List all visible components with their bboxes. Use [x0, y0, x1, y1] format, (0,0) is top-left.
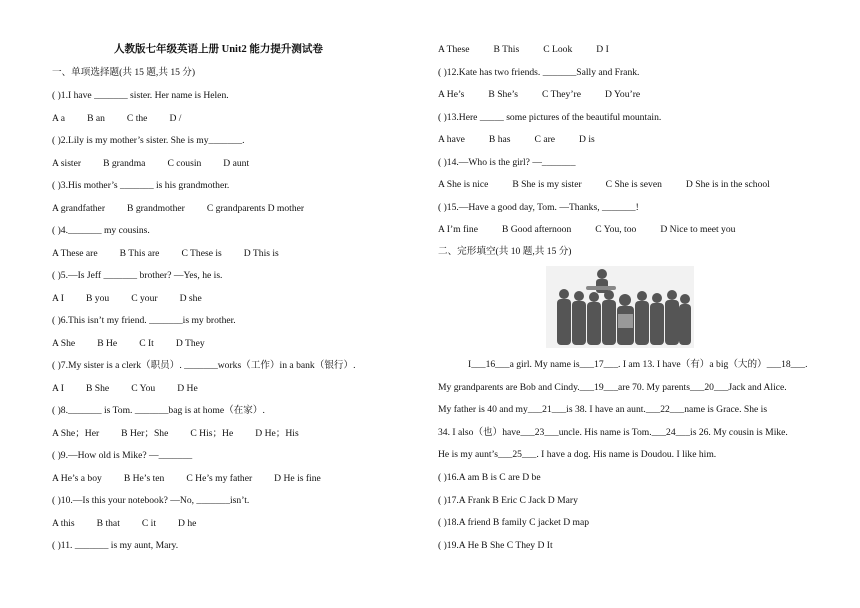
option: D aunt [223, 157, 250, 169]
question: ( )1.I have _______ sister. Her name is Helen. [52, 90, 229, 101]
option: C Look [543, 44, 573, 55]
option: B an [87, 112, 105, 124]
option: A These are [52, 247, 98, 259]
option: B Good afternoon [501, 224, 572, 235]
option: C He’s my father [186, 472, 253, 484]
option: B Her；She [121, 427, 169, 439]
question: ( )7.My sister is a clerk（职员）. _______works（工作）in a bank（银行）. [52, 360, 356, 371]
option: A She [52, 337, 76, 349]
option-line [52, 203, 304, 215]
passage-line: My father is 40 and my___21___is 38. I have an aunt.___22___name is Grace. She is [438, 404, 768, 415]
option: B He’s ten [123, 472, 165, 484]
option: D he [178, 517, 197, 529]
question: ( )14.—Who is the girl? —_______ [438, 156, 576, 168]
option: A this [52, 517, 75, 529]
option-line [438, 89, 640, 101]
option: B you [86, 292, 110, 304]
option-line [438, 44, 609, 56]
option: C You [131, 382, 156, 394]
option: D He is fine [274, 472, 321, 484]
question: ( )9.—How old is Mike? —_______ [52, 450, 193, 461]
option: B grandmother [127, 202, 185, 214]
option-line [52, 158, 249, 170]
question: ( )5.—Is Jeff _______ brother? —Yes, he is. [52, 270, 223, 281]
cloze-question: ( )16.A am B is C are D be [438, 472, 541, 483]
question: ( )2.Lily is my mother’s sister. She is my_______. [52, 135, 245, 146]
option: B grandma [103, 157, 146, 169]
option: A She；Her [52, 427, 100, 439]
option: A He’s [438, 89, 465, 100]
page-title: 人教版七年级英语上册 Unit2 能力提升测试卷 [114, 44, 323, 55]
option: D He；His [255, 427, 299, 439]
option: B She [86, 382, 110, 394]
option: A She is nice [438, 179, 489, 190]
question: ( )8._______ is Tom. _______bag is at home（在家）. [52, 405, 265, 416]
option: A sister [52, 157, 82, 169]
question: ( )10.—Is this your notebook? —No, _______isn’t. [52, 495, 250, 506]
question: ( )11. _______ is my aunt, Mary. [52, 540, 179, 551]
option: C She is seven [605, 179, 662, 190]
option: C cousin [167, 157, 202, 169]
option: C your [131, 292, 158, 304]
option: A I [52, 292, 64, 304]
passage-line: My grandparents are Bob and Cindy.___19___are 70. My parents___20___Jack and Alice. [438, 381, 787, 393]
option: B This are [119, 247, 160, 259]
family-photo [546, 266, 694, 348]
passage-line: 34. I also（也）have___23___uncle. His name is Tom.___24___is 26. My cousin is Mike. [438, 426, 788, 438]
option: A a [52, 112, 66, 124]
option: C These is [181, 247, 222, 259]
option: D She is in the school [685, 179, 770, 190]
option-line [52, 473, 321, 485]
cloze-question: ( )18.A friend B family C jacket D map [438, 517, 590, 528]
option: C are [534, 134, 556, 145]
option: C It [139, 337, 154, 349]
option: A I’m fine [438, 224, 478, 235]
option: D He [177, 382, 198, 394]
option: A He’s a boy [52, 472, 102, 484]
option: D This is [243, 247, 279, 259]
option-line [52, 428, 299, 440]
option-line [438, 224, 735, 236]
option: B This [493, 44, 520, 55]
option: B He [97, 337, 118, 349]
question: ( )12.Kate has two friends. _______Sally and Frank. [438, 66, 640, 78]
option-line [52, 113, 181, 125]
option: D You’re [604, 89, 641, 100]
option: C it [141, 517, 156, 529]
option: C His；He [190, 427, 234, 439]
option: D I [596, 44, 609, 55]
passage-line: I___16___a girl. My name is___17___. I am 13. I have（有）a big（大的）___18___. [468, 359, 808, 370]
option-line [438, 179, 770, 191]
option-line [52, 293, 202, 305]
option-line [52, 383, 198, 395]
option-line [52, 518, 196, 530]
cloze-question: ( )19.A He B She C They D It [438, 539, 553, 551]
option: C You, too [595, 224, 637, 235]
option: C the [126, 112, 148, 124]
question: ( )15.—Have a good day, Tom. —Thanks, _______! [438, 201, 639, 213]
question: ( )13.Here _____ some pictures of the beautiful mountain. [438, 111, 662, 123]
option: B She’s [488, 89, 518, 100]
option: D is [579, 134, 595, 145]
option: A I [52, 382, 64, 394]
cloze-question: ( )17.A Frank B Eric C Jack D Mary [438, 494, 578, 506]
option: D They [175, 337, 205, 349]
section-heading: 二、完形填空(共 10 题,共 15 分) [438, 246, 572, 257]
option: C grandparents D mother [206, 202, 305, 214]
passage-line: He is my aunt’s___25___. I have a dog. His name is Doudou. I like him. [438, 449, 717, 460]
question: ( )4._______ my cousins. [52, 225, 150, 236]
option: B has [488, 134, 511, 145]
option-line [438, 134, 595, 146]
option: D she [179, 292, 202, 304]
question: ( )6.This isn’t my friend. _______is my brother. [52, 315, 236, 326]
section-heading: 一、单项选择题(共 15 题,共 15 分) [52, 67, 196, 78]
option: A have [438, 134, 465, 145]
option: A These [438, 44, 470, 55]
option: A grandfather [52, 202, 106, 214]
option: B She is my sister [512, 179, 582, 190]
option: D / [169, 112, 182, 124]
option-line [52, 248, 279, 260]
option: B that [96, 517, 120, 529]
option: D Nice to meet you [660, 224, 736, 235]
option-line [52, 338, 205, 350]
question: ( )3.His mother’s _______ is his grandmother. [52, 180, 230, 191]
option: C They’re [541, 89, 581, 100]
